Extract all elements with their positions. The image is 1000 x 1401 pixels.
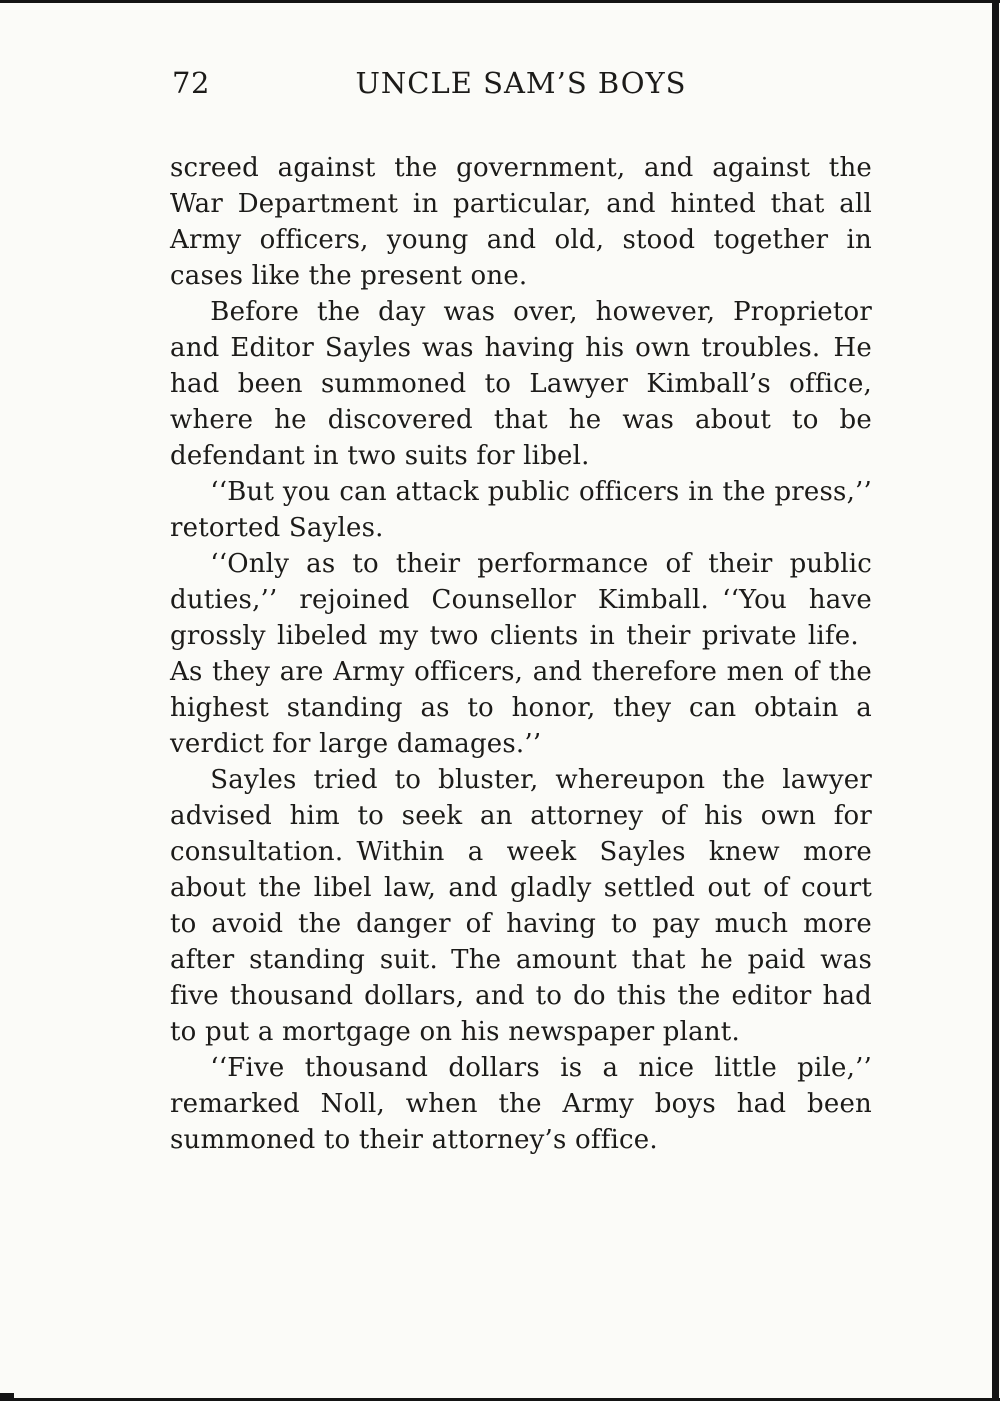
paragraph: ‘‘But you can attack public officers in the press,’’ retorted Sayles.	[170, 477, 872, 543]
paragraph: screed against the government, and against the War Department in particular, and hinted that all Army officers, young and old, stood together in cases like the present one.	[170, 153, 872, 291]
page-number: 72	[172, 66, 210, 100]
paragraph: Before the day was over, however, Proprietor and Editor Sayles was having his own troubles. He had been summoned to Lawyer Kimball’s office, where he discovered that he was about to be defendant in two suits for libel.	[170, 297, 872, 471]
page-header	[170, 66, 872, 106]
paragraph: ‘‘Five thousand dollars is a nice little pile,’’ remarked Noll, when the Army boys had been summoned to their attorney’s office.	[170, 1053, 872, 1155]
text-column	[170, 66, 872, 1158]
scan-edge-top-artifact	[0, 0, 1000, 3]
page-body	[170, 150, 872, 1158]
paragraph: Sayles tried to bluster, whereupon the lawyer advised him to seek an attorney of his own for consultation. Within a week Sayles knew more about the libel law, and gladly settled out of court to avoid the danger of having to pay much more after standing suit. The amount that he paid was five thousand dollars, and to do this the editor had to put a mortgage on his newspaper plant.	[170, 765, 872, 1047]
scan-edge-right-artifact	[992, 0, 999, 1401]
paragraph: ‘‘Only as to their performance of their public duties,’’ rejoined Counsellor Kimball. ‘‘You have grossly libeled my two clients in their private life. As they are Army officers, and therefore men of the highest standing as to honor, they can obtain a verdict for large damages.’’	[170, 549, 872, 759]
scan-edge-corner-artifact	[0, 1393, 14, 1401]
running-title: UNCLE SAM’S BOYS	[355, 66, 687, 100]
